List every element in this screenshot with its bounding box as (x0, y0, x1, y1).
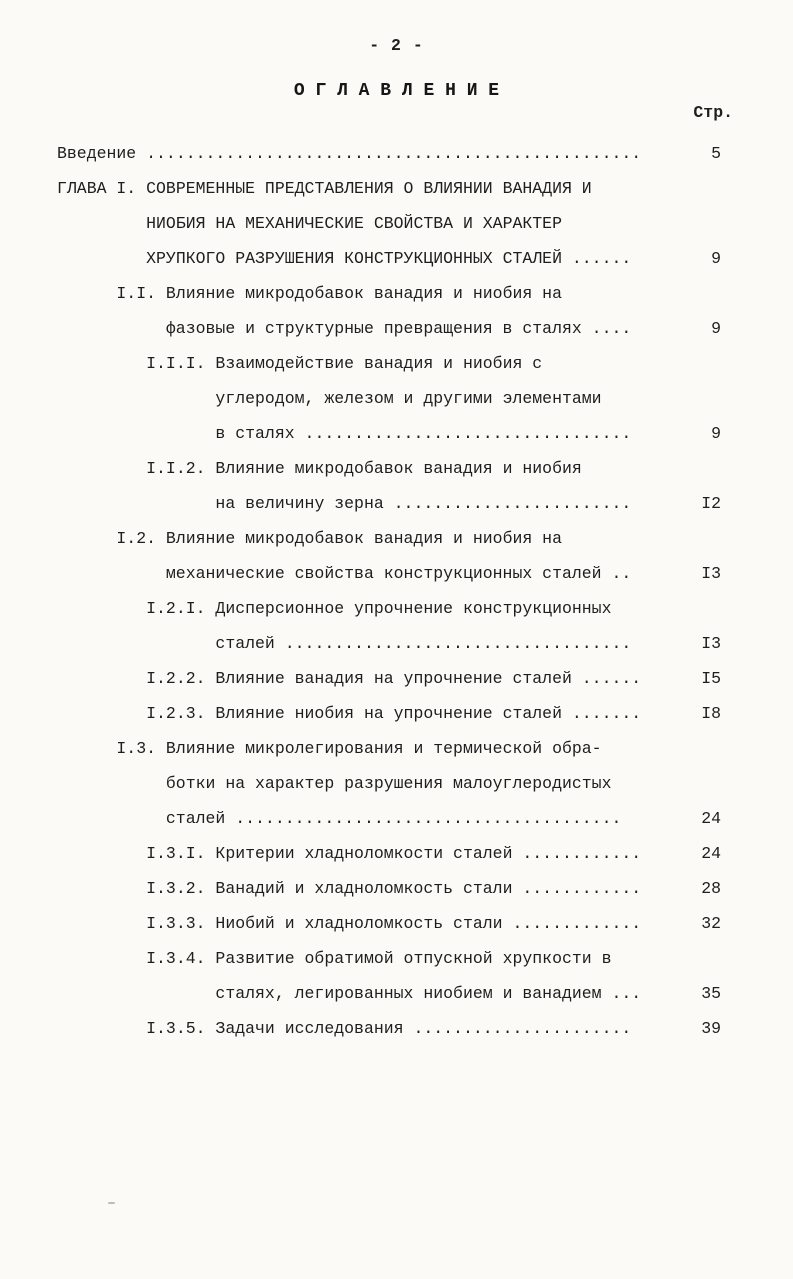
toc-row (57, 661, 721, 696)
toc-page-number: I3 (701, 564, 721, 583)
toc-page-number: 9 (711, 249, 721, 268)
toc-row (57, 451, 721, 486)
toc-page-number (673, 206, 721, 241)
toc-entry-text: сталей ....................................... (165, 809, 622, 828)
toc-page-number (673, 591, 721, 626)
toc-page-number (673, 941, 721, 976)
toc-entry-text: I.2.3. Влияние ниобия на упрочнение сталей ....... (146, 704, 642, 723)
toc-row (57, 241, 721, 276)
toc-page-number: 5 (711, 144, 721, 163)
toc-page-number (673, 171, 721, 206)
toc-page-number (673, 276, 721, 311)
toc-page-number: 24 (701, 809, 721, 828)
toc-entry-text: I.2.2. Влияние ванадия на упрочнение сталей ...... (146, 669, 642, 688)
toc-page-number (673, 346, 721, 381)
toc-row (57, 941, 721, 976)
toc-page-number (673, 766, 721, 801)
toc-entry-text: I.3.4. Развитие обратимой отпускной хрупкости в (146, 949, 612, 968)
toc-entry-text: I.2.I. Дисперсионное упрочнение конструкционных (146, 599, 612, 618)
toc-row (57, 381, 721, 416)
toc-entry-text: НИОБИЯ НА МЕХАНИЧЕСКИЕ СВОЙСТВА И ХАРАКТЕР (146, 214, 562, 233)
toc-row (57, 976, 721, 1011)
toc-entry-text: механические свойства конструкционных сталей .. (165, 564, 632, 583)
page-header-number: - 2 - (369, 36, 424, 55)
toc-page-number (673, 451, 721, 486)
scan-artifact (108, 1202, 115, 1204)
toc-page-number: 24 (701, 844, 721, 863)
toc-entry-text: I.I.2. Влияние микродобавок ванадия и ниобия (146, 459, 582, 478)
toc-entry-text: фазовые и структурные превращения в сталях .... (165, 319, 632, 338)
toc-entry-text: I.I. Влияние микродобавок ванадия и ниобия на (116, 284, 562, 303)
toc-row (57, 836, 721, 871)
toc-entry-text: I.3.I. Критерии хладноломкости сталей ............ (146, 844, 642, 863)
toc-row (57, 1011, 721, 1046)
toc-entry-text: ХРУПКОГО РАЗРУШЕНИЯ КОНСТРУКЦИОННЫХ СТАЛЕЙ ...... (146, 249, 632, 268)
toc-row (57, 311, 721, 346)
toc-entry-text: сталях, легированных ниобием и ванадием ... (215, 984, 642, 1003)
toc-entry-text: Введение .................................................. (57, 144, 642, 163)
toc-row (57, 801, 721, 836)
toc-row (57, 871, 721, 906)
toc-row (57, 626, 721, 661)
toc-entry-text: на величину зерна ........................ (215, 494, 632, 513)
toc-list (0, 136, 793, 1046)
toc-row (57, 171, 721, 206)
toc-row (57, 416, 721, 451)
toc-row (57, 696, 721, 731)
toc-entry-text: ботки на характер разрушения малоуглеродистых (165, 774, 612, 793)
toc-entry-text: углеродом, железом и другими элементами (215, 389, 602, 408)
toc-row (57, 521, 721, 556)
toc-entry-text: I.2. Влияние микродобавок ванадия и ниобия на (116, 529, 562, 548)
toc-row (57, 206, 721, 241)
toc-page-number: 9 (711, 319, 721, 338)
toc-page-number (673, 381, 721, 416)
toc-row (57, 731, 721, 766)
toc-page-number: 28 (701, 879, 721, 898)
toc-entry-text: I.3.3. Ниобий и хладноломкость стали ............. (146, 914, 642, 933)
toc-title: О Г Л А В Л Е Н И Е (293, 81, 500, 101)
toc-entry-text: I.I.I. Взаимодействие ванадия и ниобия с (146, 354, 543, 373)
toc-row (57, 136, 721, 171)
toc-row (57, 591, 721, 626)
toc-entry-text: I.3.2. Ванадий и хладноломкость стали ............ (146, 879, 642, 898)
toc-page-number (673, 731, 721, 766)
toc-row (57, 556, 721, 591)
toc-page-number: 39 (701, 1019, 721, 1038)
toc-page-number (673, 521, 721, 556)
toc-page-number: 35 (701, 984, 721, 1003)
toc-entry-text: ГЛАВА I. СОВРЕМЕННЫЕ ПРЕДСТАВЛЕНИЯ О ВЛИЯНИИ ВАНАДИЯ И (57, 179, 592, 198)
toc-row (57, 276, 721, 311)
toc-page-number: I3 (701, 634, 721, 653)
toc-page-number: I2 (701, 494, 721, 513)
toc-row (57, 486, 721, 521)
toc-entry-text: I.3. Влияние микролегирования и термической обра- (116, 739, 602, 758)
toc-entry-text: сталей ................................... (215, 634, 632, 653)
toc-row (57, 766, 721, 801)
page-column-header: Стр. (693, 103, 733, 122)
toc-entry-text: в сталях ................................. (215, 424, 632, 443)
toc-entry-text: I.3.5. Задачи исследования ...................... (146, 1019, 632, 1038)
toc-page-number: 32 (701, 914, 721, 933)
toc-page-number: I5 (701, 669, 721, 688)
toc-row (57, 346, 721, 381)
toc-page-number: 9 (711, 424, 721, 443)
toc-page-number: I8 (701, 704, 721, 723)
toc-row (57, 906, 721, 941)
